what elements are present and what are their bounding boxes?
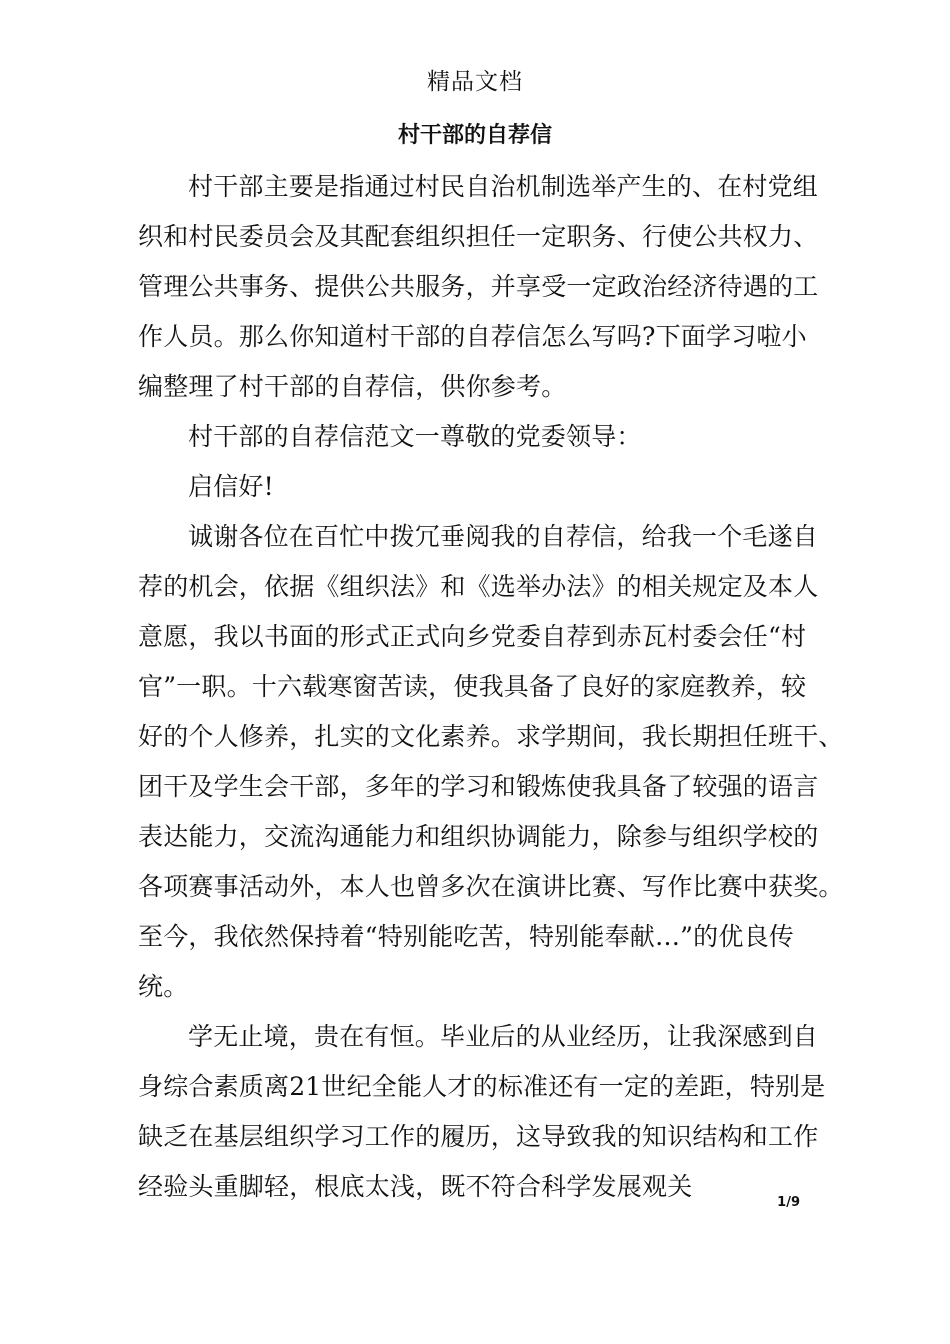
text-line: 身综合素质离21世纪全能人才的标准还有一定的差距，特别是 [138,1072,826,1101]
paragraph-main [138,518,844,1006]
text-line: 村干部的自荐信范文一尊敬的党委领导： [188,422,642,451]
text-line: 各项赛事活动外，本人也曾多次在演讲比赛、写作比赛中获奖。 [138,872,844,901]
text-line: 启信好! [188,472,274,501]
text-line: 团干及学生会干部，多年的学习和锻炼使我具备了较强的语言 [138,772,819,801]
text-line: 官”一职。十六载寒窗苦读，使我具备了良好的家庭教养，较 [138,672,807,701]
text-line: 统。 [138,972,189,1001]
text-line: 编整理了村干部的自荐信，供你参考。 [138,372,567,401]
text-line: 表达能力，交流沟通能力和组织协调能力，除参与组织学校的 [138,822,819,851]
text-line: 好的个人修养，扎实的文化素养。求学期间，我长期担任班干、 [138,722,844,751]
paragraph-salutation [138,418,838,456]
paragraph-continuation [138,1018,838,1206]
text-line: 村干部主要是指通过村民自治机制选举产生的、在村党组 [188,172,819,201]
text-line: 管理公共事务、提供公共服务，并享受一定政治经济待遇的工 [138,272,819,301]
document-body [138,168,844,1218]
paragraph-intro [138,168,838,406]
text-line: 缺乏在基层组织学习工作的履历，这导致我的知识结构和工作 [138,1122,819,1151]
text-line: 诚谢各位在百忙中拨冗垂阅我的自荐信，给我一个毛遂自 [188,522,819,551]
page-header: 精品文档 [427,69,523,95]
text-line: 织和村民委员会及其配套组织担任一定职务、行使公共权力、 [138,222,819,251]
page-number: 1/9 [777,1195,800,1210]
text-line: 意愿，我以书面的形式正式向乡党委自荐到赤瓦村委会任“村 [138,622,807,651]
paragraph-greeting [138,468,838,506]
text-line: 作人员。那么你知道村干部的自荐信怎么写吗?下面学习啦小 [138,322,807,351]
text-line: 经验头重脚轻，根底太浅，既不符合科学发展观关 [138,1172,693,1201]
text-line: 至今，我依然保持着“特别能吃苦，特别能奉献…”的优良传 [138,922,794,951]
document-title: 村干部的自荐信 [397,123,552,148]
text-line: 学无止境，贵在有恒。毕业后的从业经历，让我深感到自 [188,1022,819,1051]
text-line: 荐的机会，依据《组织法》和《选举办法》的相关规定及本人 [138,572,819,601]
